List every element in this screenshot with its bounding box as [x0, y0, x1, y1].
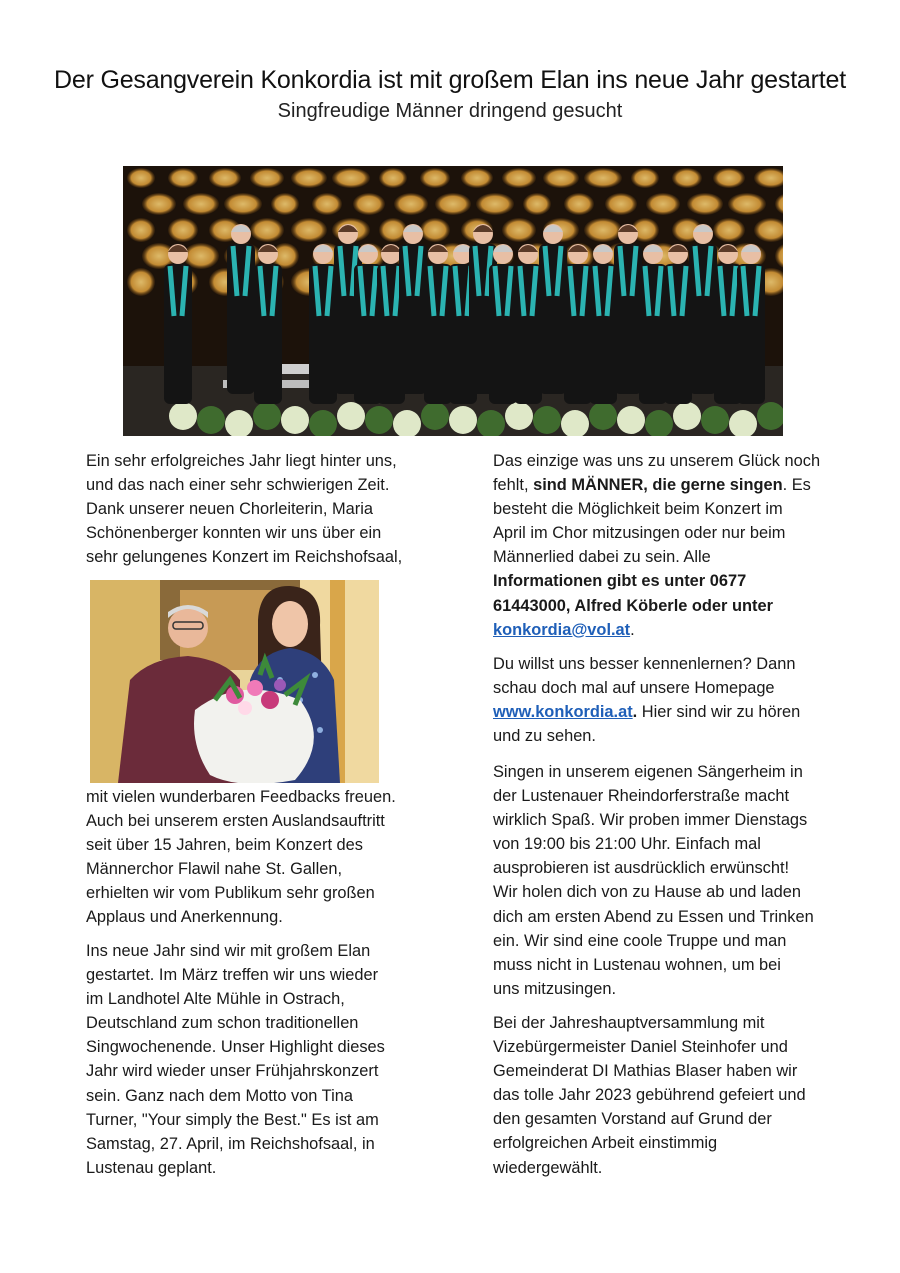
choir-singer [514, 244, 542, 404]
text-line: gestartet. Im März treffen wir uns wieder [86, 966, 379, 985]
text-line: dich am ersten Abend zu Essen und Trinken [493, 907, 814, 926]
stage-light-blob [224, 193, 262, 215]
stage-plant [197, 406, 225, 434]
bold-callout: sind MÄNNER, die gerne singen [533, 476, 783, 495]
stage-plant [505, 402, 533, 430]
stage-light-blob [476, 193, 514, 215]
text-line: Du willst uns besser kennenlernen? Dann [493, 655, 796, 673]
stage-light-blob [127, 268, 155, 296]
stage-light-blob [543, 168, 579, 188]
stage-light-blob [646, 193, 680, 215]
stage-light-blob [672, 168, 702, 188]
stage-plant [673, 402, 701, 430]
stage-light-blob [127, 218, 155, 242]
stage-light-blob [584, 218, 622, 242]
text-line: Applaus und Anerkennung. [86, 908, 283, 927]
text-line: wiedergewählt. [493, 1158, 603, 1177]
stage-light-blob [312, 193, 342, 215]
text-line: von 19:00 bis 21:00 Uhr. Einfach mal [493, 835, 761, 854]
stage-light-blob [713, 168, 745, 188]
choir-singer [254, 244, 282, 404]
stage-light-blob [605, 193, 637, 215]
text-line: Singwochenende. Unser Highlight dieses [86, 1038, 385, 1057]
stage-light-blob [250, 168, 284, 188]
text-line: Lustenau geplant. [86, 1158, 217, 1177]
stage-light-blob [291, 168, 327, 188]
text-line: Das einzige was uns zu unserem Glück noch [493, 452, 821, 470]
text-line: ausprobieren ist ausdrücklich erwünscht! [493, 859, 790, 878]
right-paragraph-1 [493, 449, 823, 642]
stage-light-blob [379, 218, 407, 242]
choir-singer [539, 224, 567, 394]
stage-light-blob [183, 193, 219, 215]
text-line: ein. Wir sind eine coole Truppe und man [493, 931, 787, 950]
choir-singer [164, 244, 192, 404]
text-line: Turner, "Your simply the Best." Es ist am [86, 1110, 379, 1129]
right-paragraph-4 [493, 1011, 823, 1180]
left-paragraph-1-bottom [86, 785, 426, 930]
stage-light-blob [502, 168, 536, 188]
choir-singer [614, 224, 642, 394]
stage-light-blob [332, 168, 370, 188]
stage-light-blob [523, 193, 551, 215]
text-line: Dank unserer neuen Chorleiterin, Maria [86, 500, 373, 519]
stage-plant [617, 406, 645, 434]
stage-light-blob [168, 218, 198, 242]
choir-singer [639, 244, 667, 404]
text-line: wirklich Spaß. Wir proben immer Dienstags [493, 811, 808, 830]
text-line: Auch bei unserem ersten Auslandsauftritt [86, 812, 385, 831]
choir-singer [227, 224, 255, 394]
stage-light-blob [713, 218, 745, 242]
stage-plant [421, 402, 449, 430]
stage-light-blob [394, 193, 428, 215]
stage-light-blob [420, 168, 450, 188]
text-line: schau doch mal auf unsere Homepage [493, 679, 775, 698]
text-line: sehr gelungenes Konzert im Reichshofsaal, [86, 548, 403, 567]
text-line: Bei der Jahreshauptversammlung mit [493, 1014, 765, 1032]
contact-info: Informationen gibt es unter 0677 [493, 572, 747, 591]
text-line: Jahr wird wieder unser Frühjahrskonzert [86, 1062, 379, 1081]
text-line: besteht die Möglichkeit beim Konzert im [493, 500, 783, 519]
bouquet-photo [90, 580, 379, 783]
stage-light-blob [502, 218, 536, 242]
choir-singer [489, 244, 517, 404]
choir-singer [424, 244, 452, 404]
right-paragraph-3 [493, 760, 823, 1001]
stage-light-blob [631, 168, 659, 188]
stage-light-blob [353, 193, 385, 215]
text-line: Vizebürgermeister Daniel Steinhofer und [493, 1038, 788, 1057]
text-line: Männerchor Flawil nahe St. Gallen, [86, 860, 342, 879]
stage-light-blob [127, 168, 155, 188]
text-line: . [632, 703, 638, 722]
email-link[interactable]: konkordia@vol.at [493, 620, 631, 639]
right-paragraph-2 [493, 652, 823, 748]
left-paragraph-1-top [86, 449, 426, 569]
stage-light-blob [209, 168, 241, 188]
text-line: April im Chor mitzusingen oder nur beim [493, 524, 786, 543]
stage-plant [449, 406, 477, 434]
stage-light-blob [728, 193, 766, 215]
text-line: . [630, 620, 635, 639]
stage-plant [281, 406, 309, 434]
text-line: und das nach einer sehr schwierigen Zeit. [86, 476, 390, 495]
stage-plant [169, 402, 197, 430]
choir-singer [737, 244, 765, 404]
stage-light-blob [168, 168, 198, 188]
text-line: Deutschland zum schon traditionellen [86, 1014, 359, 1033]
text-line: sein. Ganz nach dem Motto von Tina [86, 1086, 353, 1105]
stage-light-blob [435, 193, 471, 215]
page-title: Der Gesangverein Konkordia ist mit großem Elan ins neue Jahr gestartet [54, 66, 846, 94]
stage-plant [589, 402, 617, 430]
stage-light-blob [142, 193, 176, 215]
text-line: der Lustenauer Rheindorferstraße macht [493, 787, 790, 806]
text-line: Männerlied dabei zu sein. Alle [493, 548, 711, 567]
text-line: uns mitzusingen. [493, 979, 616, 998]
left-paragraph-2 [86, 939, 426, 1180]
text-line: Schönenberger konnten wir uns über ein [86, 524, 382, 543]
homepage-link[interactable]: www.konkordia.at [493, 703, 633, 722]
text-line: Gemeinderat DI Mathias Blaser haben wir [493, 1062, 798, 1081]
text-line: seit über 15 Jahren, beim Konzert des [86, 836, 363, 855]
contact-info: 61443000, Alfred Köberle oder unter [493, 596, 773, 615]
text-line: fehlt, [493, 476, 534, 495]
choir-singer [589, 244, 617, 404]
choir-singer [399, 224, 427, 394]
stage-plant [365, 406, 393, 434]
text-line: den gesamten Vorstand auf Grund der [493, 1110, 772, 1129]
stage-light-blob [379, 168, 407, 188]
stage-light-blob [250, 218, 284, 242]
text-line: mit vielen wunderbaren Feedbacks freuen. [86, 788, 396, 806]
text-line: Wir holen dich von zu Hause ab und laden [493, 883, 801, 902]
text-line: im Landhotel Alte Mühle in Ostrach, [86, 990, 345, 1009]
text-line: erfolgreichen Arbeit einstimmig [493, 1134, 718, 1153]
text-line: . Es [782, 476, 811, 495]
page-subtitle: Singfreudige Männer dringend gesucht [277, 100, 623, 122]
stage-plant [533, 406, 561, 434]
text-line: das tolle Jahr 2023 gebührend gefeiert und [493, 1086, 806, 1105]
stage-light-blob [420, 218, 450, 242]
choir-singer [564, 244, 592, 404]
stage-light-blob [584, 168, 622, 188]
stage-plant [337, 402, 365, 430]
stage-light-blob [271, 193, 299, 215]
stage-light-blob [461, 168, 493, 188]
text-line: Singen in unserem eigenen Sängerheim in [493, 763, 803, 781]
stage-plant [253, 402, 281, 430]
choir-singer [689, 224, 717, 394]
text-line: Hier sind wir zu hören [637, 703, 801, 722]
text-line: Ins neue Jahr sind wir mit großem Elan [86, 942, 371, 960]
text-line: muss nicht in Lustenau wohnen, um bei [493, 955, 781, 974]
stage-light-blob [687, 193, 723, 215]
stage-plant [701, 406, 729, 434]
text-line: und zu sehen. [493, 727, 596, 746]
choir-singer [664, 244, 692, 404]
stage-light-blob [291, 218, 327, 242]
text-line: erhielten wir vom Publikum sehr großen [86, 884, 375, 903]
stage-light-blob [564, 193, 594, 215]
choir-singer [309, 244, 337, 404]
text-line: Ein sehr erfolgreiches Jahr liegt hinter uns, [86, 452, 397, 470]
choir-photo [123, 166, 783, 436]
text-line: Samstag, 27. April, im Reichshofsaal, in [86, 1134, 375, 1153]
